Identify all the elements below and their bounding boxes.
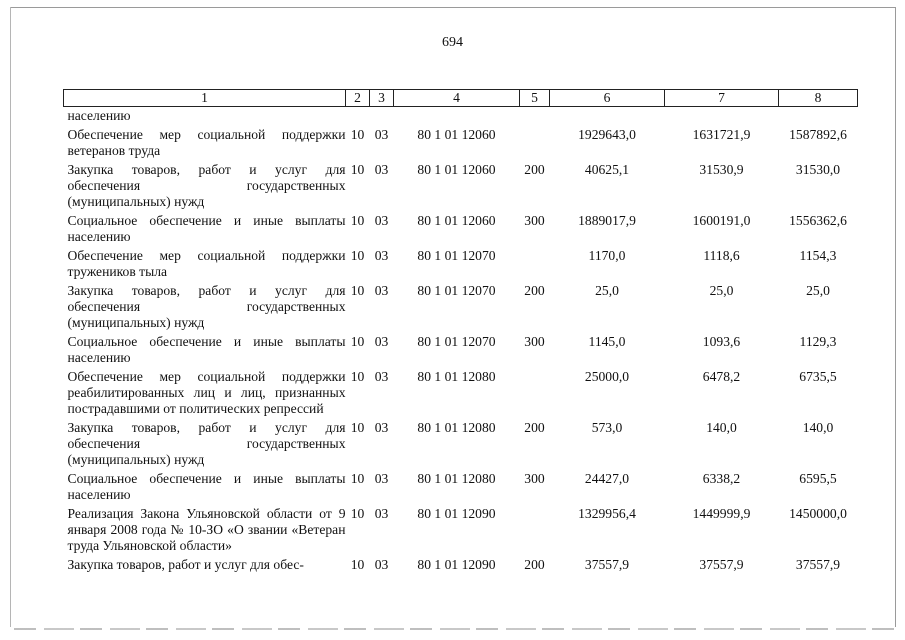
row-target-code: 80 1 01 12080 [417, 420, 496, 435]
row-amount-col6: 1145,0 [588, 334, 626, 349]
page-frame-right [895, 7, 896, 627]
table-row [64, 161, 858, 212]
row-expense-type [520, 505, 550, 556]
row-amount-col7: 1600191,0 [692, 213, 751, 228]
row-amount-col7: 1093,6 [702, 334, 741, 349]
row-target-code: 80 1 01 12070 [417, 283, 496, 298]
row-description: Закупка товаров, работ и услуг для обеспечения государственных (муниципальных) нужд [67, 420, 346, 467]
row-amount-col8: 6735,5 [799, 369, 837, 384]
table-row [64, 368, 858, 419]
row-amount-col7: 6338,2 [702, 471, 741, 486]
row-amount-col8: 37557,9 [795, 557, 841, 572]
row-subsection: 03 [374, 471, 389, 486]
row-amount-col8: 25,0 [806, 283, 830, 298]
table-header [64, 90, 858, 107]
row-section: 10 [350, 369, 365, 384]
row-description: Обеспечение мер социальной поддержки реабилитированных лиц и лиц, признанных пострадавшими от политических репрессий [67, 369, 346, 416]
table-row [64, 556, 858, 575]
row-amount-col8 [779, 107, 858, 127]
row-target-code: 80 1 01 12060 [417, 213, 496, 228]
row-section: 10 [350, 213, 365, 228]
table-row [64, 247, 858, 282]
row-section: 10 [350, 420, 365, 435]
row-section: 10 [350, 334, 365, 349]
table-body [64, 107, 858, 576]
row-amount-col7: 1631721,9 [692, 127, 751, 142]
row-amount-col6 [550, 107, 665, 127]
row-amount-col8: 140,0 [802, 420, 834, 435]
header-cell-5: 5 [520, 90, 550, 107]
header-cell-6: 6 [550, 90, 665, 107]
row-amount-col7: 1449999,9 [692, 506, 751, 521]
row-section [346, 107, 370, 127]
row-section: 10 [350, 248, 365, 263]
table-row [64, 107, 858, 127]
header-row [64, 90, 858, 107]
row-subsection: 03 [374, 420, 389, 435]
row-target-code: 80 1 01 12070 [417, 334, 496, 349]
row-section: 10 [350, 127, 365, 142]
row-target-code: 80 1 01 12080 [417, 471, 496, 486]
row-amount-col7: 140,0 [706, 420, 737, 435]
row-amount-col7: 25,0 [709, 283, 734, 298]
row-expense-type: 200 [524, 420, 545, 435]
row-subsection: 03 [374, 162, 389, 177]
table-row [64, 282, 858, 333]
row-expense-type: 300 [524, 213, 545, 228]
row-amount-col7 [665, 107, 779, 127]
row-amount-col6: 24427,0 [584, 471, 630, 486]
row-amount-col6: 1329956,4 [578, 506, 636, 521]
row-amount-col6: 40625,1 [584, 162, 630, 177]
header-cell-1: 1 [64, 90, 346, 107]
header-cell-7: 7 [665, 90, 779, 107]
page-frame-left [10, 7, 11, 627]
row-amount-col6: 25000,0 [584, 369, 630, 384]
row-subsection: 03 [374, 557, 389, 572]
row-target-code: 80 1 01 12090 [417, 557, 496, 572]
row-description: Закупка товаров, работ и услуг для обеспечения государственных (муниципальных) нужд [67, 162, 346, 209]
header-cell-2: 2 [346, 90, 370, 107]
row-amount-col6: 25,0 [595, 283, 619, 298]
row-target-code [394, 107, 520, 127]
row-amount-col8: 1450000,0 [789, 506, 847, 521]
row-description: Социальное обеспечение и иные выплаты населению [67, 334, 346, 365]
row-expense-type: 200 [524, 283, 545, 298]
table-row [64, 212, 858, 247]
row-target-code: 80 1 01 12070 [417, 248, 496, 263]
header-cell-8: 8 [779, 90, 858, 107]
row-subsection: 03 [374, 248, 389, 263]
row-subsection [370, 107, 394, 127]
row-expense-type: 200 [524, 557, 545, 572]
row-section: 10 [350, 162, 365, 177]
table-row [64, 126, 858, 161]
row-section: 10 [350, 471, 365, 486]
row-expense-type [520, 368, 550, 419]
header-cell-3: 3 [370, 90, 394, 107]
table-row [64, 419, 858, 470]
row-expense-type [520, 126, 550, 161]
row-amount-col6: 1889017,9 [578, 213, 636, 228]
row-subsection: 03 [374, 506, 389, 521]
row-description: Реализация Закона Ульяновской области от 9 января 2008 года № 10-ЗО «О звании «Ветеран труда Ульяновской области» [67, 506, 346, 553]
row-subsection: 03 [374, 334, 389, 349]
row-amount-col7: 6478,2 [702, 369, 741, 384]
row-description: Социальное обеспечение и иные выплаты населению [67, 471, 346, 502]
row-amount-col7: 31530,9 [699, 162, 744, 177]
row-expense-type: 200 [524, 162, 545, 177]
row-subsection: 03 [374, 369, 389, 384]
row-amount-col8: 1556362,6 [789, 213, 847, 228]
row-section: 10 [350, 557, 365, 572]
page-frame-top [10, 7, 895, 8]
row-expense-type: 300 [524, 334, 545, 349]
row-target-code: 80 1 01 12080 [417, 369, 496, 384]
row-description: Обеспечение мер социальной поддержки тружеников тыла [67, 248, 346, 279]
row-description: Социальное обеспечение и иные выплаты населению [67, 213, 346, 244]
row-target-code: 80 1 01 12060 [417, 127, 496, 142]
page-number: 694 [442, 35, 463, 50]
row-amount-col6: 37557,9 [584, 557, 630, 572]
row-amount-col6: 573,0 [591, 420, 623, 435]
row-amount-col8: 1154,3 [799, 248, 837, 263]
row-amount-col8: 1129,3 [799, 334, 837, 349]
table-row [64, 333, 858, 368]
row-description: Закупка товаров, работ и услуг для обеспечения государственных (муниципальных) нужд [67, 283, 346, 330]
row-description: Закупка товаров, работ и услуг для обес- [67, 557, 304, 572]
table-row [64, 470, 858, 505]
row-subsection: 03 [374, 213, 389, 228]
row-amount-col8: 1587892,6 [789, 127, 847, 142]
row-target-code: 80 1 01 12060 [417, 162, 496, 177]
row-target-code: 80 1 01 12090 [417, 506, 496, 521]
scan-edge [14, 628, 894, 630]
row-description: Обеспечение мер социальной поддержки ветеранов труда [67, 127, 346, 158]
row-section: 10 [350, 506, 365, 521]
row-amount-col7: 1118,6 [703, 248, 740, 263]
row-description: населению [67, 108, 131, 123]
row-subsection: 03 [374, 283, 389, 298]
row-amount-col6: 1929643,0 [578, 127, 636, 142]
row-amount-col8: 6595,5 [799, 471, 837, 486]
row-expense-type [520, 247, 550, 282]
row-amount-col7: 37557,9 [699, 557, 744, 572]
row-amount-col6: 1170,0 [588, 248, 626, 263]
table-row [64, 505, 858, 556]
row-expense-type [520, 107, 550, 127]
row-subsection: 03 [374, 127, 389, 142]
row-section: 10 [350, 283, 365, 298]
row-amount-col8: 31530,0 [795, 162, 841, 177]
header-cell-4: 4 [394, 90, 520, 107]
row-expense-type: 300 [524, 471, 545, 486]
budget-table [63, 89, 858, 575]
